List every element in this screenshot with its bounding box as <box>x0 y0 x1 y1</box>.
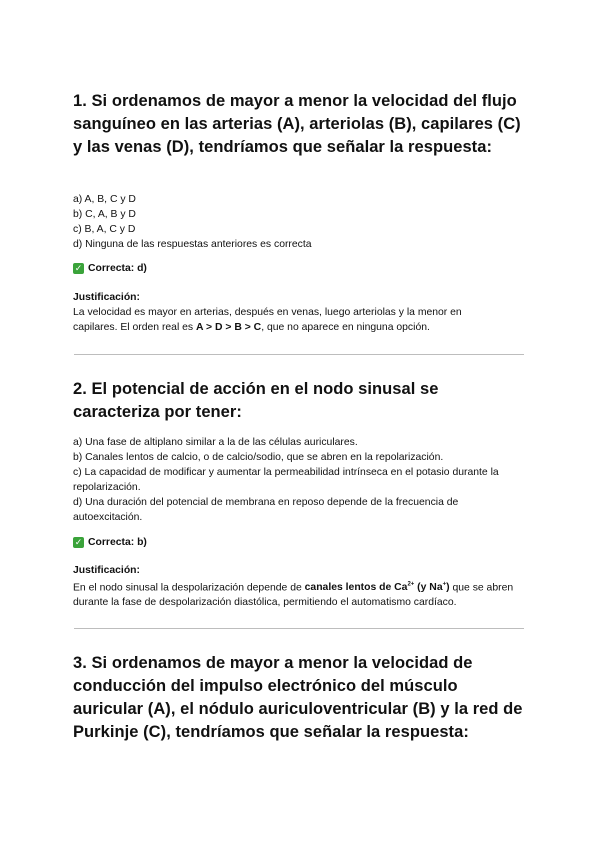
question-1-title: 1. Si ordenamos de mayor a menor la velocidad del flujo sanguíneo en las arterias (A), arteriolas (B), capilares (C) y las venas (D), tendríamos que señalar la respuesta: <box>73 92 521 156</box>
question-2-correct <box>73 537 147 548</box>
check-mark-icon: ✓ <box>74 263 83 273</box>
justification-title: Justificación: <box>73 292 140 303</box>
question-2-justification <box>73 563 528 610</box>
question-2-title: 2. El potencial de acción en el nodo sinusal se caracteriza por tener: <box>73 380 439 421</box>
check-mark-icon: ✓ <box>74 537 83 547</box>
option-d: d) Una duración del potencial de membrana en reposo depende de la frecuencia de autoexcitación. <box>73 497 459 523</box>
option-b: b) Canales lentos de calcio, o de calcio/sodio, que se abren en la repolarización. <box>73 452 444 463</box>
divider <box>74 628 524 629</box>
option-a: a) Una fase de altiplano similar a la de las células auriculares. <box>73 437 358 448</box>
justification-text: En el nodo sinusal la despolarización depende de canales lentos de $Ca^{2+}$ (y Na+) que se abren durante la fase de despolarización diastólica, permitiendo el automatismo cardíaco. <box>73 582 514 609</box>
divider <box>74 354 524 355</box>
question-1-options <box>73 192 312 252</box>
justification-text: La velocidad es mayor en arterias, después en venas, luego arteriolas y la menor en capilares. El orden real es A > D > B > C, que no aparece en ninguna opción. <box>73 307 462 333</box>
option-a: a) A, B, C y D <box>73 194 136 205</box>
question-1-correct <box>73 263 147 274</box>
justification-title: Justificación: <box>73 565 140 576</box>
correct-answer-label: Correcta: d) <box>88 263 147 274</box>
correct-answer-label: Correcta: b) <box>88 537 147 548</box>
option-b: b) C, A, B y D <box>73 209 136 220</box>
question-3-title: 3. Si ordenamos de mayor a menor la velocidad de conducción del impulso electrónico del músculo auricular (A), el nódulo auriculoventricular (B) y la red de Purkinje (C), tendríamos que señalar la respuesta: <box>73 654 523 741</box>
option-d: d) Ninguna de las respuestas anteriores es correcta <box>73 239 312 250</box>
question-2-options <box>73 435 528 525</box>
question-1-justification <box>73 290 503 335</box>
option-c: c) La capacidad de modificar y aumentar la permeabilidad intrínseca en el potasio durante la repolarización. <box>73 467 499 493</box>
option-c: c) B, A, C y D <box>73 224 136 235</box>
